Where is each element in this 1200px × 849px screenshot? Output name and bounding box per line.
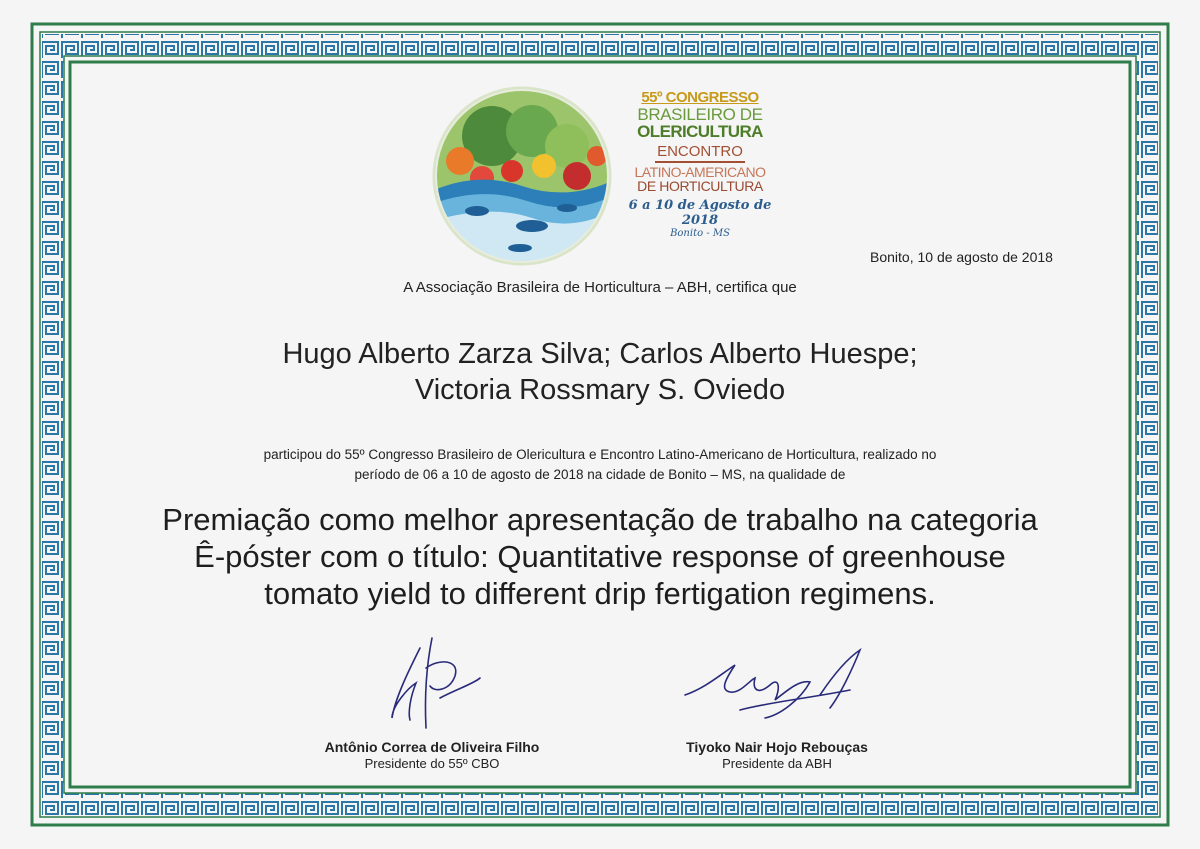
signature-tiyoko xyxy=(680,640,870,730)
recipient-line-2: Victoria Rossmary S. Oviedo xyxy=(414,374,786,406)
logo-line-congresso: 55º CONGRESSO xyxy=(641,89,759,106)
award-line-2: Ê-póster com o título: Quantitative response of greenhouse xyxy=(194,539,1006,574)
logo-dates: 6 a 10 de Agosto de 2018 xyxy=(628,198,772,228)
logo-line-olericultura: OLERICULTURA xyxy=(637,122,763,141)
signatory-1 xyxy=(267,739,597,771)
signatory-2 xyxy=(612,739,942,771)
recipient-line-1: Hugo Alberto Zarza Silva; Carlos Alberto Huespe; xyxy=(282,338,918,370)
participation-line-1: participou do 55º Congresso Brasileiro de Olericultura e Encontro Latino-Americano de Horticultura, realizado no xyxy=(263,447,937,462)
intro-text: A Associação Brasileira de Horticultura – ABH, certifica que xyxy=(403,279,797,296)
signatory-1-title: Presidente do 55º CBO xyxy=(364,756,500,771)
signatory-2-name: Tiyoko Nair Hojo Rebouças xyxy=(686,739,868,755)
logo-line-encontro: ENCONTRO xyxy=(655,143,745,163)
logo-location: Bonito - MS xyxy=(670,228,730,239)
participation-text xyxy=(150,445,1050,485)
signatory-1-name: Antônio Correa de Oliveira Filho xyxy=(324,739,540,755)
recipient-names xyxy=(150,336,1050,408)
award-text xyxy=(90,501,1110,612)
congress-logo-emblem xyxy=(432,86,612,266)
place-date: Bonito, 10 de agosto de 2018 xyxy=(870,249,1053,265)
award-line-3: tomato yield to different drip fertigation regimens. xyxy=(264,576,936,611)
signature-antonio xyxy=(380,628,490,738)
logo-line-horticultura: DE HORTICULTURA xyxy=(637,178,763,194)
participation-line-2: período de 06 a 10 de agosto de 2018 na cidade de Bonito – MS, na qualidade de xyxy=(354,467,846,482)
award-line-1: Premiação como melhor apresentação de trabalho na categoria xyxy=(162,502,1038,537)
congress-logo-text xyxy=(620,90,780,240)
signatory-2-title: Presidente da ABH xyxy=(722,756,832,771)
logo-line-latino: LATINO-AMERICANO xyxy=(634,164,766,180)
logo-line-brasileiro: BRASILEIRO DE xyxy=(637,105,763,124)
